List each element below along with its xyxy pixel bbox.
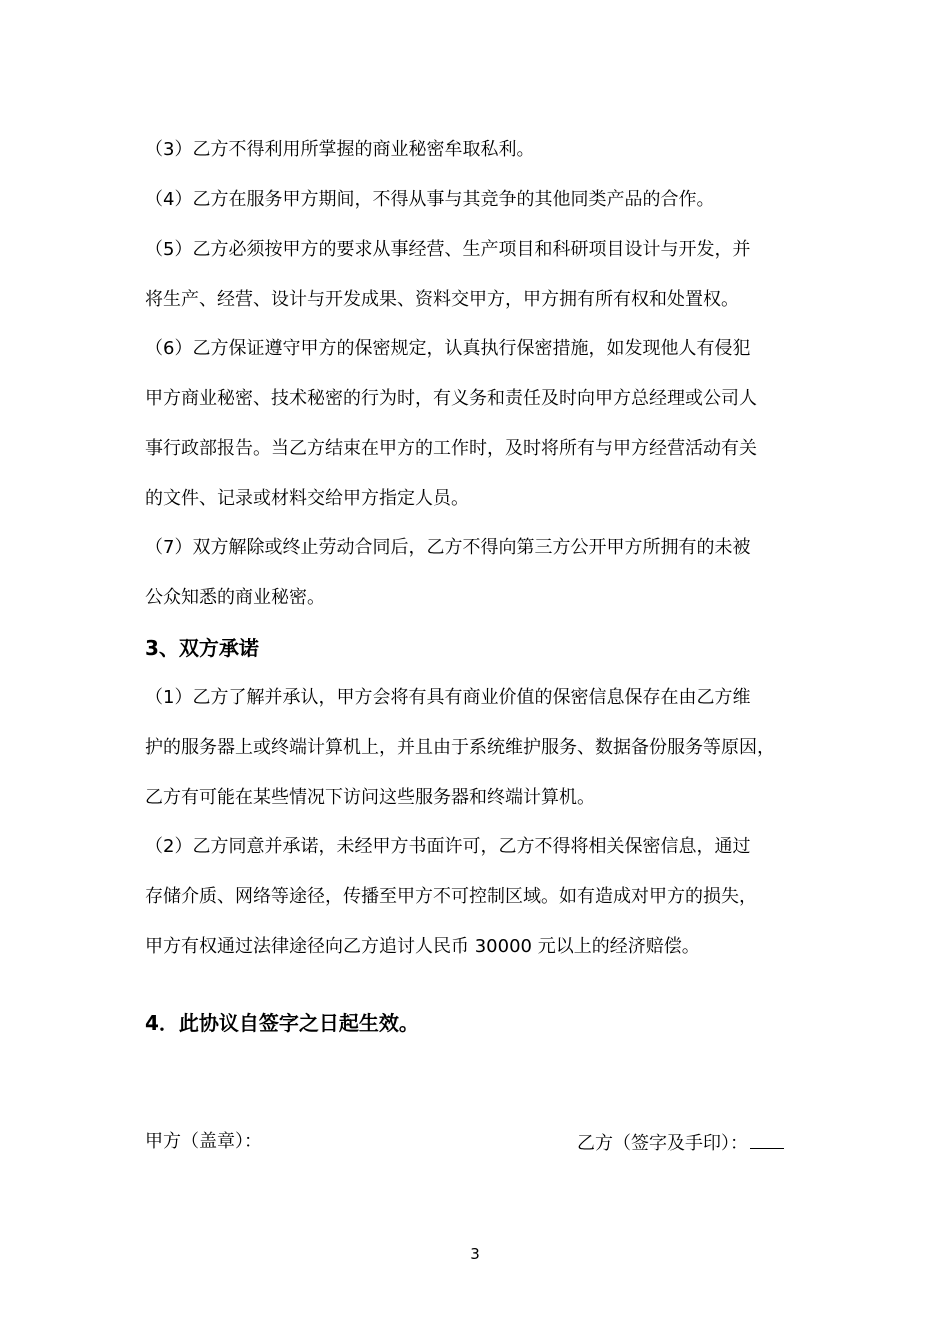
- party-a-signature: [145, 1130, 262, 1154]
- commitment-2-line-1: （2）乙方同意并承诺，未经甲方书面许可，乙方不得将相关保密信息，通过: [145, 836, 751, 857]
- section-4-heading: 4．此协议自签字之日起生效。: [145, 1011, 419, 1035]
- clause-5-line-2: 将生产、经营、设计与开发成果、资料交甲方，甲方拥有所有权和处置权。: [145, 289, 739, 310]
- clause-3: （3）乙方不得利用所掌握的商业秘密牟取私利。: [145, 139, 535, 160]
- commitment-1-line-3: 乙方有可能在某些情况下访问这些服务器和终端计算机。: [145, 787, 595, 808]
- page-number: 3: [470, 1245, 480, 1263]
- clause-6-line-3: 事行政部报告。当乙方结束在甲方的工作时，及时将所有与甲方经营活动有关: [145, 438, 757, 459]
- clause-4: （4）乙方在服务甲方期间，不得从事与其竞争的其他同类产品的合作。: [145, 189, 715, 210]
- commitment-1-line-1: （1）乙方了解并承认，甲方会将有具有商业价值的保密信息保存在由乙方维: [145, 687, 751, 708]
- party-a-label: 甲方（盖章）：: [145, 1131, 262, 1152]
- clause-6-line-4: 的文件、记录或材料交给甲方指定人员。: [145, 488, 469, 509]
- clause-7-line-1: （7）双方解除或终止劳动合同后，乙方不得向第三方公开甲方所拥有的未被: [145, 537, 751, 558]
- clause-7-line-2: 公众知悉的商业秘密。: [145, 587, 325, 608]
- clause-5-line-1: （5）乙方必须按甲方的要求从事经营、生产项目和科研项目设计与开发，并: [145, 239, 751, 260]
- clause-6-line-1: （6）乙方保证遵守甲方的保密规定，认真执行保密措施，如发现他人有侵犯: [145, 338, 751, 359]
- party-b-label: 乙方（签字及手印）：: [577, 1133, 748, 1154]
- clause-6-line-2: 甲方商业秘密、技术秘密的行为时，有义务和责任及时向甲方总经理或公司人: [145, 388, 757, 409]
- commitment-1-line-2: 护的服务器上或终端计算机上，并且由于系统维护服务、数据备份服务等原因，: [145, 737, 775, 758]
- party-b-signature: [577, 1130, 784, 1156]
- commitment-2-line-3: 甲方有权通过法律途径向乙方追讨人民币 30000 元以上的经济赔偿。: [145, 936, 700, 957]
- section-3-heading: 3、双方承诺: [145, 636, 259, 660]
- signature-blank-line: [750, 1130, 784, 1149]
- commitment-2-line-2: 存储介质、网络等途径，传播至甲方不可控制区域。如有造成对甲方的损失，: [145, 886, 757, 907]
